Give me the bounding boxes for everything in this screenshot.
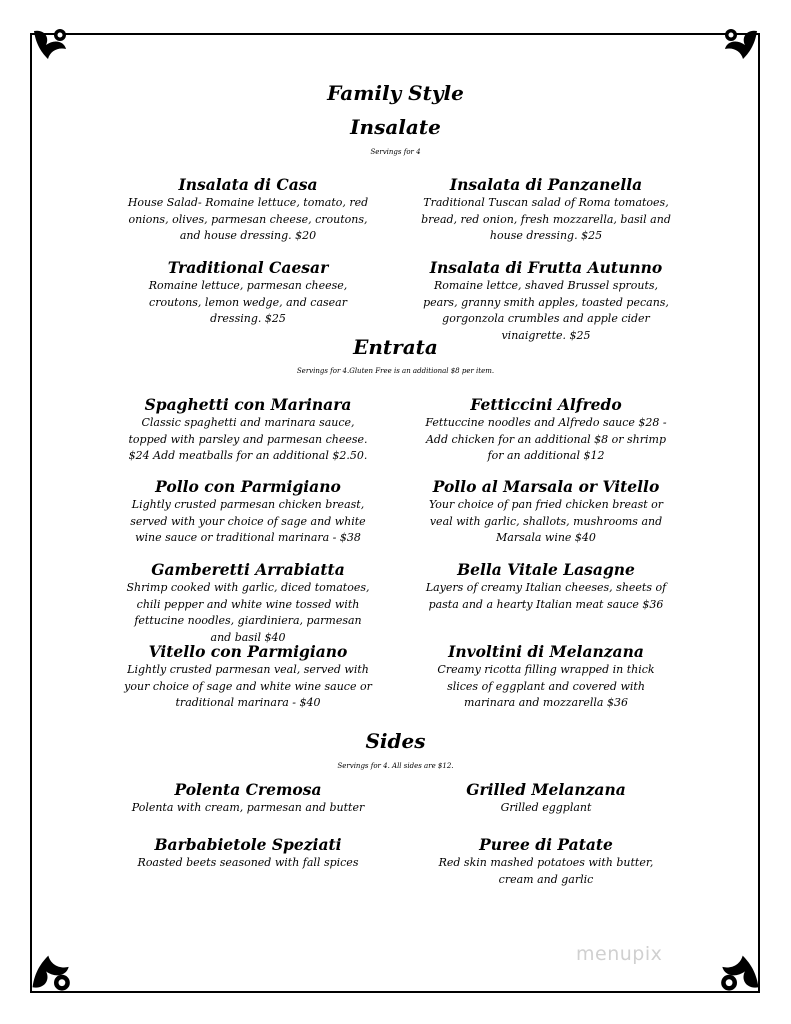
page-title: Family Style [327,81,464,105]
watermark: menupix [576,943,663,965]
menu-item-name: Insalata di Panzanella [449,175,643,194]
menu-item-name: Pollo con Parmigiano [155,477,341,496]
menu-item [123,780,373,817]
menu-item-description: Shrimp cooked with garlic, diced tomatoes, chili pepper and white wine tossed with fettucine noodles, giardiniera, parmesan and basil $40 [126,581,370,644]
menu-item [123,835,373,872]
menu-item [123,560,373,646]
section-title-insalate: Insalate [350,115,441,139]
menu-item-description: Romaine lettuce, parmesan cheese, croutons, lemon wedge, and casear dressing. $25 [148,279,348,325]
menu-item-name: Insalata di Casa [178,175,318,194]
menu-item [421,560,671,613]
menu-item-name: Involtini di Melanzana [448,642,644,661]
menu-item-name: Vitello con Parmigiano [148,642,348,661]
menu-item [123,395,373,465]
menu-item-description: Layers of creamy Italian cheeses, sheets of pasta and a hearty Italian meat sauce $36 [425,581,667,611]
menu-item-name: Traditional Caesar [167,258,329,277]
menu-item-description: House Salad- Romaine lettuce, tomato, red onions, olives, parmesan cheese, croutons, and house dressing. $20 [127,196,369,242]
menu-item-description: Your choice of pan fried chicken breast or veal with garlic, shallots, mushrooms and Marsala wine $40 [428,498,664,544]
section-title-sides: Sides [365,729,426,753]
floral-ornament-icon [711,942,763,994]
menu-item-name: Bella Vitale Lasagne [457,560,635,579]
menu-item-name: Puree di Patate [479,835,613,854]
menu-item [421,780,671,817]
menu-item-name: Pollo al Marsala or Vitello [432,477,660,496]
menu-item [421,477,671,547]
menu-item [123,258,373,328]
section-note-entrata: Servings for 4.Gluten Free is an additional $8 per item. [296,367,495,375]
section-title-entrata: Entrata [353,335,438,359]
menu-item-name: Fetticcini Alfredo [470,395,622,414]
floral-ornament-icon [28,942,80,994]
menu-item-description: Classic spaghetti and marinara sauce, topped with parsley and parmesan cheese. $24 Add meatballs for an additional $2.50. [128,416,368,462]
menu-item [123,642,373,712]
menu-item-description: Polenta with cream, parmesan and butter [131,801,365,814]
floral-ornament-icon [715,25,761,71]
menu-item [421,642,671,712]
menu-item-description: Traditional Tuscan salad of Roma tomatoes, bread, red onion, fresh mozzarella, basil and house dressing. $25 [421,196,671,242]
menu-item-name: Polenta Cremosa [174,780,322,799]
menu-item-description: Red skin mashed potatoes with butter, cream and garlic [438,856,654,886]
menu-item-description: Creamy ricotta filling wrapped in thick slices of eggplant and covered with marinara and mozzarella $36 [437,663,655,709]
menu-item-description: Roasted beets seasoned with fall spices [137,856,359,869]
menu-item-name: Barbabietole Speziati [154,835,342,854]
menu-item-description: Grilled eggplant [500,801,592,814]
menu-item-description: Lightly crusted parmesan veal, served with your choice of sage and white wine sauce or traditional marinara - $40 [124,663,372,709]
menu-item-name: Insalata di Frutta Autunno [429,258,663,277]
section-note-insalate: Servings for 4 [370,148,421,156]
menu-item-name: Grilled Melanzana [466,780,626,799]
menu-item [123,175,373,245]
menu-item [421,258,671,344]
menu-item [421,175,671,245]
menu-item-description: Lightly crusted parmesan chicken breast, served with your choice of sage and white wine sauce or traditional marinara - $38 [130,498,366,544]
section-note-sides: Servings for 4. All sides are $12. [337,762,454,770]
floral-ornament-icon [30,25,76,71]
menu-item-description: Fettuccine noodles and Alfredo sauce $28 - Add chicken for an additional $8 or shrimp for an additional $12 [425,416,667,462]
menu-item [123,477,373,547]
menu-item-name: Spaghetti con Marinara [144,395,352,414]
menu-item [421,835,671,888]
menu-item-name: Gamberetti Arrabiatta [151,560,345,579]
menu-item-description: Romaine lettce, shaved Brussel sprouts, pears, granny smith apples, toasted pecans, gorgonzola crumbles and apple cider vinaigrette. $25 [423,279,669,342]
menu-item [421,395,671,465]
